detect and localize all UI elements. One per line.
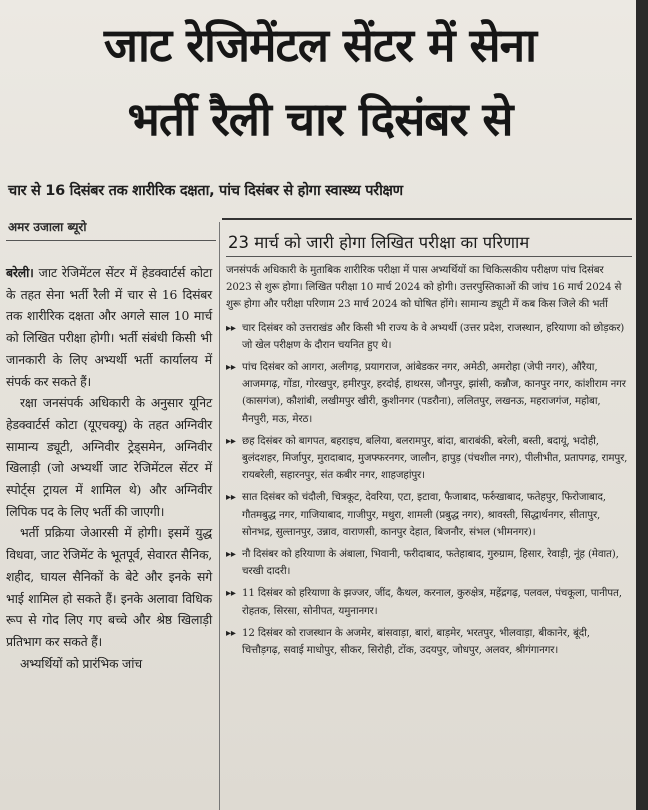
- article-paragraph: अभ्यर्थियों को प्रारंभिक जांच: [20, 655, 142, 671]
- sidebar-box-title: 23 मार्च को जारी होगा लिखित परीक्षा का परिणाम: [228, 233, 530, 252]
- double-arrow-icon: ▸▸: [226, 549, 236, 561]
- schedule-item: [226, 489, 628, 541]
- schedule-text: सात दिसंबर को चंदौली, चित्रकूट, देवरिया, एटा, इटावा, फैजाबाद, फर्रुखाबाद, फतेहपुर, फिरोजाबाद, गौतमबुद्ध नगर, गाजियाबाद, गाजीपुर, मथुरा, शामली (प्रबुद्ध नगर), श्रावस्ती, सिद्धार्थनगर, सीतापुर, सोनभद्र, सुल्तानपुर, उन्नाव, वाराणसी, कानपुर देहात, बिजनौर, संभल (भीमनगर)।: [242, 491, 606, 538]
- background-edge: [636, 0, 648, 810]
- byline: अमर उजाला ब्यूरो: [8, 220, 87, 234]
- article-paragraph: [6, 262, 212, 392]
- double-arrow-icon: ▸▸: [226, 362, 236, 374]
- double-arrow-icon: ▸▸: [226, 322, 236, 334]
- double-arrow-icon: ▸▸: [226, 627, 236, 639]
- article-paragraph: रक्षा जनसंपर्क अधिकारी के अनुसार यूनिट हेडक्वार्टर्स कोटा (यूएचक्यू) के तहत अग्निवीर सामान्य ड्यूटी, अग्निवीर ट्रेड्समेन, अग्निवीर खिलाड़ी (जो अभ्यर्थी जाट रेजिमेंटल सेंटर में स्पोर्ट्स ट्रायल में शामिल थे) और अग्निवीर लिपिक पद के लिए भर्ती की जाएगी।: [6, 395, 212, 519]
- column-separator: [219, 222, 220, 810]
- schedule-item: [226, 546, 628, 580]
- schedule-text: पांच दिसंबर को आगरा, अलीगढ़, प्रयागराज, आंबेडकर नगर, अमेठी, अमरोहा (जेपी नगर), औरैया, आजमगढ़, गोंडा, गोरखपुर, हमीरपुर, हरदोई, हाथरस, जौनपुर, झांसी, कन्नौज, कानपुर नगर, कांशीराम नगर (कासगंज), कौशांबी, लखीमपुर खीरी, कुशीनगर (पडरौना), ललितपुर, लखनऊ, महराजगंज, महोबा, मैनपुरी, मऊ, मेरठ।: [242, 361, 626, 425]
- schedule-item: [226, 625, 628, 659]
- byline-rule: [6, 240, 216, 241]
- article-body: [6, 262, 212, 674]
- sidebar-box-body: [226, 262, 628, 664]
- schedule-text: 11 दिसंबर को हरियाणा के झज्जर, जींद, कैथल, करनाल, कुरुक्षेत्र, महेंद्रगढ़, पलवल, पंचकूला, पानीपत, रोहतक, सिरसा, सोनीपत, यमुनानगर।: [242, 587, 622, 617]
- headline-line-2: भर्ती रैली चार दिसंबर से: [127, 92, 513, 146]
- schedule-text: छह दिसंबर को बागपत, बहराइच, बलिया, बलरामपुर, बांदा, बाराबंकी, बरेली, बस्ती, बदायूं, भदोही, बुलंदशहर, मिर्जापुर, मुरादाबाद, मुजफ्फरनगर, जालौन, हापुड़ (पंचशील नगर), पीलीभीत, प्रतापगढ़, रामपुर, रायबरेली, सहारनपुर, संत कबीर नगर, शाहजहांपुर।: [242, 434, 628, 482]
- schedule-item: [226, 320, 628, 354]
- schedule-text: 12 दिसंबर को राजस्थान के अजमेर, बांसवाड़ा, बारां, बाड़मेर, भरतपुर, भीलवाड़ा, बीकानेर, बूंदी, चित्तौड़गढ़, सवाई माधोपुर, सीकर, सिरोही, टोंक, उदयपुर, जोधपुर, अलवर, श्रीगंगानगर।: [242, 626, 590, 657]
- dateline: बरेली।: [6, 265, 34, 280]
- double-arrow-icon: ▸▸: [226, 588, 236, 600]
- schedule-item: [226, 433, 628, 485]
- schedule-text: नौ दिसंबर को हरियाणा के अंबाला, भिवानी, फरीदाबाद, फतेहाबाद, गुरुग्राम, हिसार, रेवाड़ी, नूंह (मेवात), चरखी दादरी।: [242, 548, 619, 578]
- schedule-item: [226, 359, 628, 428]
- sidebar-box-rule: [226, 256, 632, 257]
- box-top-rule: [222, 218, 632, 220]
- double-arrow-icon: ▸▸: [226, 492, 236, 504]
- subheadline: चार से 16 दिसंबर तक शारीरिक दक्षता, पांच दिसंबर से होगा स्वास्थ्य परीक्षण: [8, 183, 403, 199]
- article-paragraph: भर्ती प्रक्रिया जेआरसी में होगी। इसमें युद्ध विधवा, जाट रेजिमेंट के भूतपूर्व, सेवारत सैनिक, शहीद, घायल सैनिकों के बेटे और इनके सगे भाई शामिल हो सकते हैं। इनके अलावा विधिक रूप से गोद लिए गए बच्चे और श्रेष्ठ खिलाड़ी प्रतिभाग कर सकते हैं।: [6, 525, 212, 649]
- double-arrow-icon: ▸▸: [226, 435, 236, 447]
- paragraph-text: जाट रेजिमेंटल सेंटर में हेडक्वार्टर्स कोटा के तहत सेना भर्ती रैली में चार से 16 दिसंबर तक शारीरिक दक्षता और अगले साल 10 मार्च को लिखित परीक्षा होगी। भर्ती संबंधी किसी भी जानकारी के लिए अभ्यर्थी भर्ती कार्यालय में संपर्क कर सकते हैं।: [6, 265, 212, 389]
- schedule-text: चार दिसंबर को उत्तराखंड और किसी भी राज्य के वे अभ्यर्थी (उत्तर प्रदेश, राजस्थान, हरियाणा को छोड़कर) जो खेल परीक्षण के दौरान चयनित हुए थे।: [242, 321, 625, 351]
- sidebar-lead: जनसंपर्क अधिकारी के मुताबिक शारीरिक परीक्षा में पास अभ्यर्थियों का चिकित्सकीय परीक्षण पांच दिसंबर 2023 से शुरू होगा। लिखित परीक्षा 10 मार्च 2024 को होगी। उत्तरपुस्तिकाओं की जांच 16 मार्च 2024 से शुरू होगा और परीक्षा परिणाम 23 मार्च 2024 को घोषित होंगे। सामान्य ड्यूटी में कब किस जिले की भर्ती: [226, 264, 622, 311]
- schedule-item: [226, 585, 628, 619]
- headline-line-1: जाट रेजिमेंटल सेंटर में सेना: [103, 18, 537, 72]
